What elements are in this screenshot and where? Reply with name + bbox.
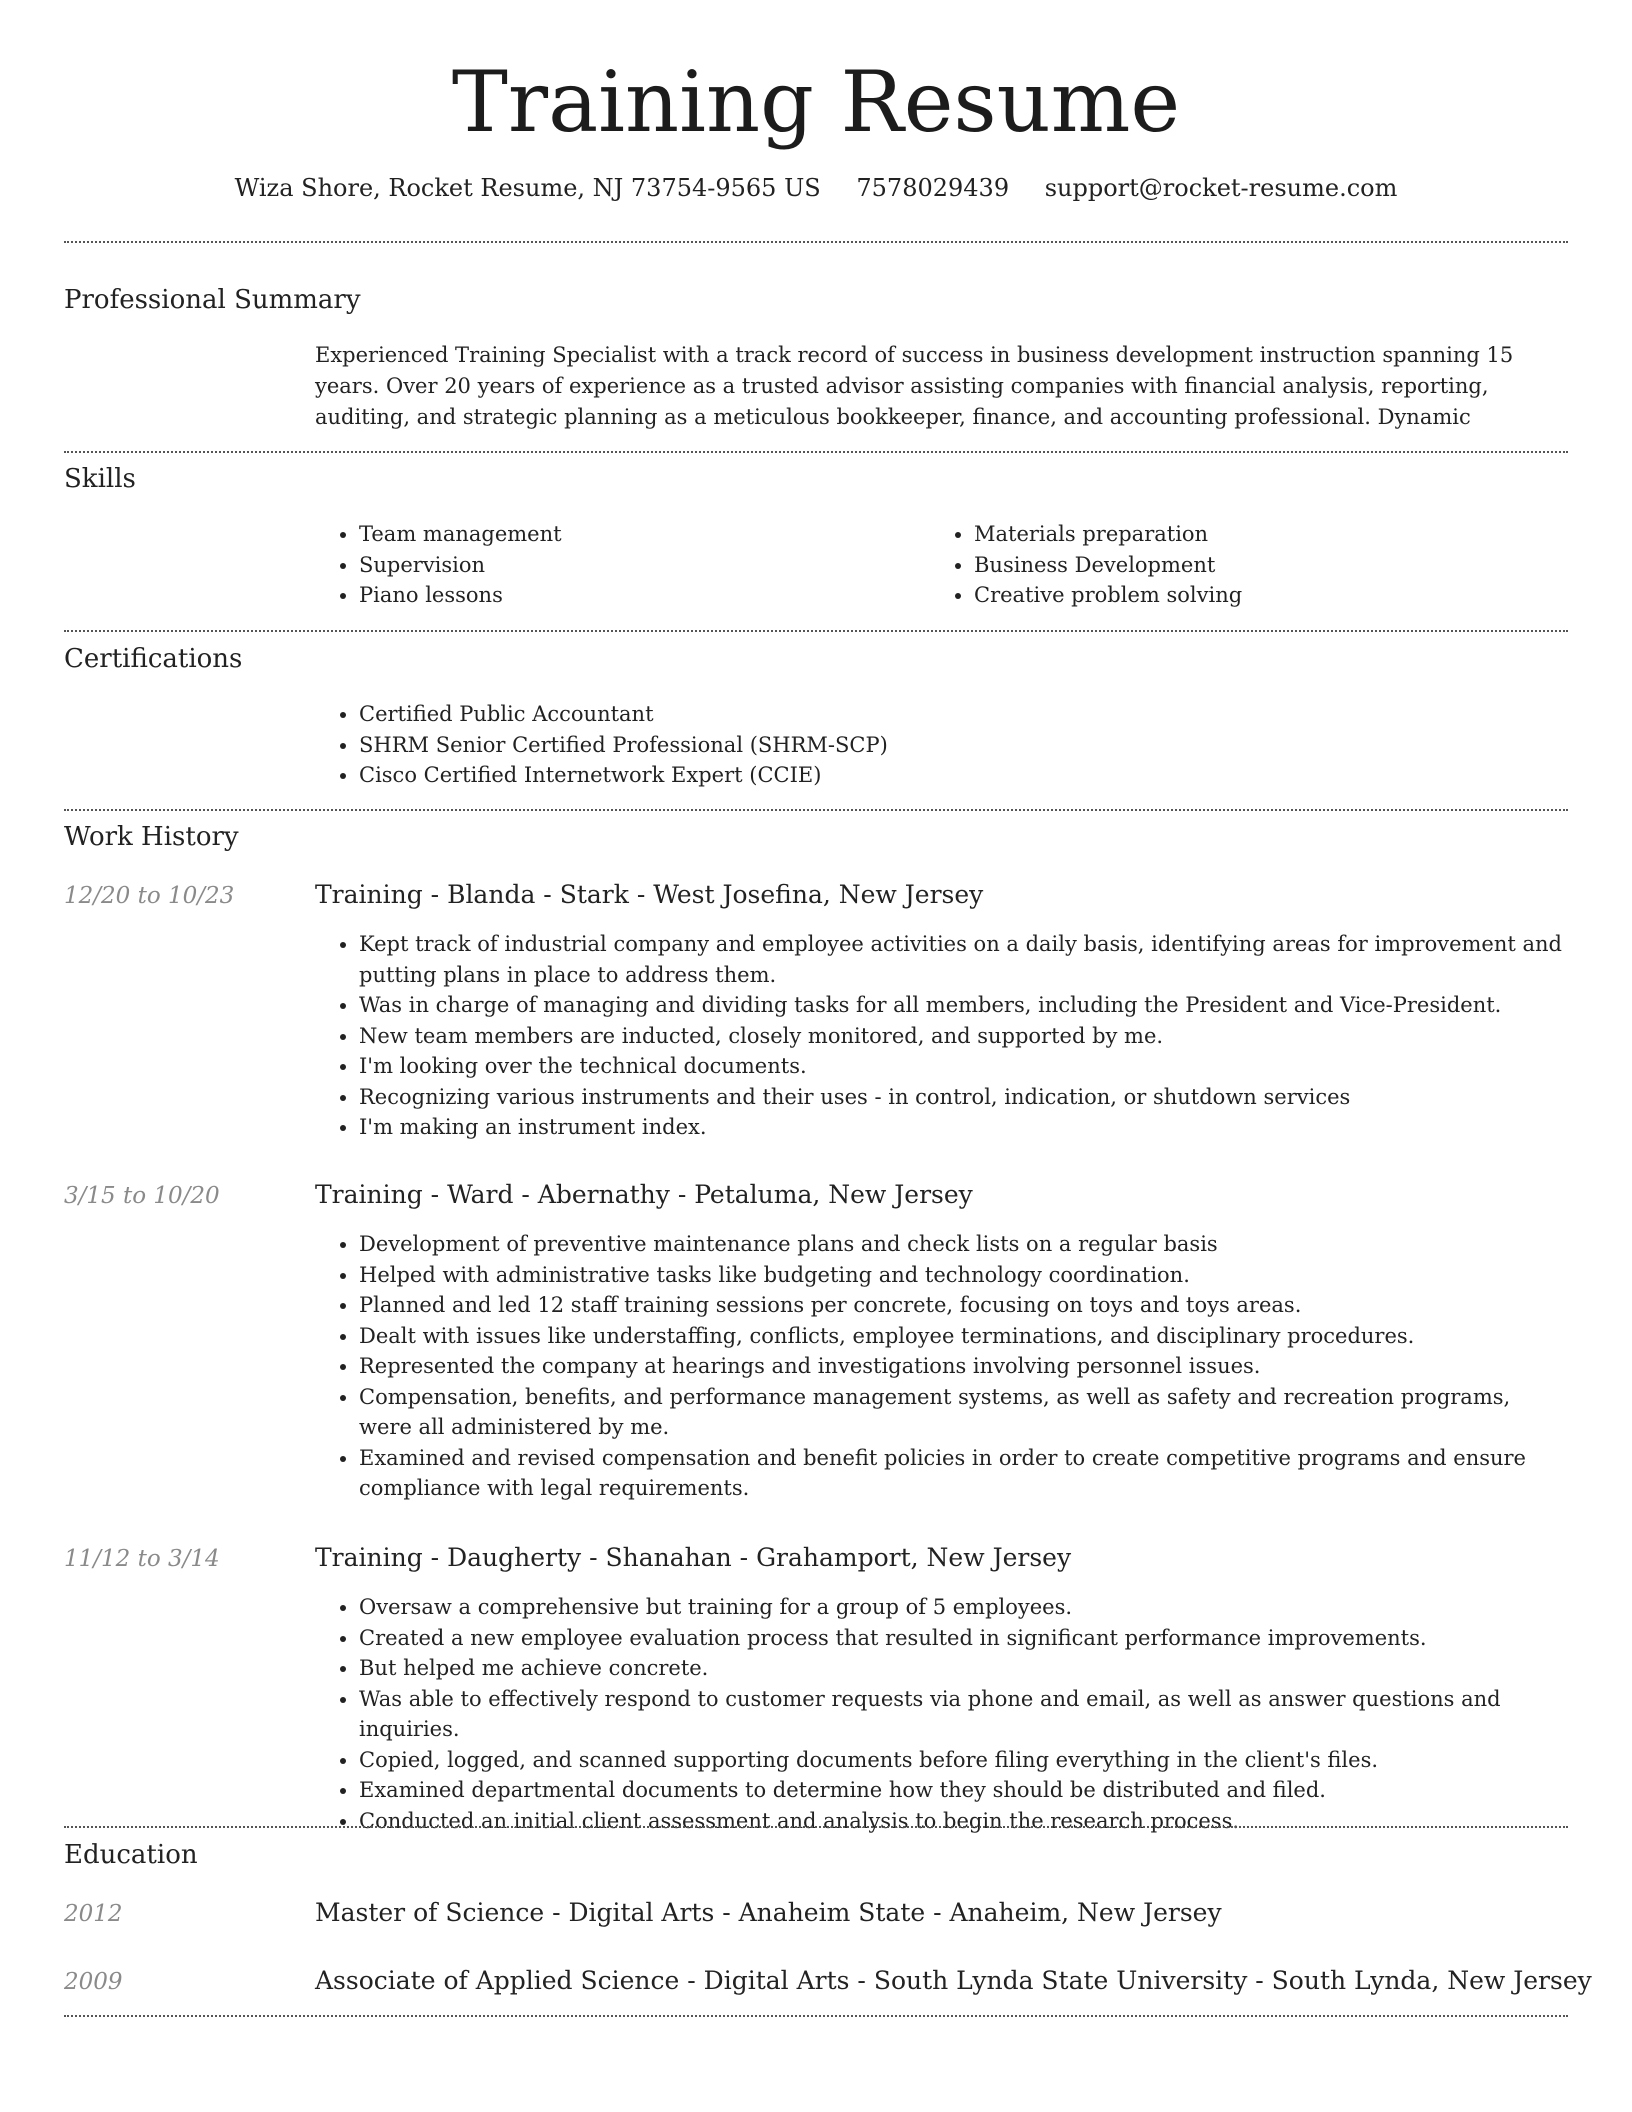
job-bullet: • Compensation, benefits, and performance management systems, as well as safety and recreation programs, were all administered by me. [359, 1382, 1568, 1443]
work-history-heading: Work History [64, 822, 239, 852]
job-title: Training - Ward - Abernathy - Petaluma, New Jersey [315, 1180, 973, 1209]
job-bullet: • But helped me achieve concrete. [359, 1653, 1568, 1684]
skill-item: • Materials preparation [974, 519, 1530, 550]
education-heading: Education [64, 1840, 198, 1870]
divider [64, 809, 1568, 811]
job-bullet: • I'm looking over the technical documents. [359, 1051, 1568, 1082]
summary-heading: Professional Summary [64, 285, 361, 315]
job-bullet: • Examined and revised compensation and benefit policies in order to create competitive programs and ensure compliance with legal requirements. [359, 1443, 1568, 1504]
skills-right-column [930, 519, 1530, 611]
job-bullets [315, 1229, 1568, 1504]
job-bullet: • New team members are inducted, closely monitored, and supported by me. [359, 1021, 1568, 1052]
divider [64, 1826, 1568, 1828]
skill-item: • Team management [359, 519, 915, 550]
job-bullets [315, 929, 1568, 1143]
job-bullet: • Planned and led 12 staff training sessions per concrete, focusing on toys and toys areas. [359, 1290, 1568, 1321]
job-bullet: • Conducted an initial client assessment and analysis to begin the research process. [359, 1806, 1568, 1837]
skills-heading: Skills [64, 464, 136, 494]
education-year: 2012 [64, 1901, 123, 1927]
certification-item: • Cisco Certified Internetwork Expert (CCIE) [359, 760, 1568, 791]
job-dates: 3/15 to 10/20 [64, 1183, 220, 1209]
contact-phone: 7578029439 [856, 174, 1010, 202]
job-bullet: • Examined departmental documents to determine how they should be distributed and filed. [359, 1775, 1568, 1806]
divider [64, 2015, 1568, 2017]
job-bullet: • Dealt with issues like understaffing, conflicts, employee terminations, and disciplinary procedures. [359, 1321, 1568, 1352]
skill-item: • Supervision [359, 550, 915, 581]
certifications-list [315, 699, 1568, 791]
contact-address: Wiza Shore, Rocket Resume, NJ 73754-9565 US [234, 174, 821, 202]
contact-email: support@rocket-resume.com [1044, 174, 1398, 202]
resume-title: Training Resume [451, 53, 1181, 151]
skill-item: • Piano lessons [359, 580, 915, 611]
education-degree: Master of Science - Digital Arts - Anaheim State - Anaheim, New Jersey [315, 1898, 1222, 1927]
job-bullet: • Recognizing various instruments and their uses - in control, indication, or shutdown services [359, 1082, 1568, 1113]
education-year: 2009 [64, 1969, 123, 1995]
job-bullet: • Was able to effectively respond to customer requests via phone and email, as well as answer questions and inquiries. [359, 1684, 1568, 1745]
job-bullet: • Represented the company at hearings and investigations involving personnel issues. [359, 1351, 1568, 1382]
skill-item: • Business Development [974, 550, 1530, 581]
job-dates: 12/20 to 10/23 [64, 883, 235, 909]
certification-item: • Certified Public Accountant [359, 699, 1568, 730]
certifications-heading: Certifications [64, 644, 243, 674]
job-bullet: • Kept track of industrial company and employee activities on a daily basis, identifying areas for improvement and putting plans in place to address them. [359, 929, 1568, 990]
education-degree: Associate of Applied Science - Digital Arts - South Lynda State University - South Lynda, New Jersey [315, 1966, 1592, 1995]
divider [64, 630, 1568, 632]
job-dates: 11/12 to 3/14 [64, 1546, 220, 1572]
job-bullet: • Helped with administrative tasks like budgeting and technology coordination. [359, 1260, 1568, 1291]
job-bullet: • Development of preventive maintenance plans and check lists on a regular basis [359, 1229, 1568, 1260]
job-title: Training - Daugherty - Shanahan - Grahamport, New Jersey [315, 1543, 1072, 1572]
job-bullet: • I'm making an instrument index. [359, 1112, 1568, 1143]
job-bullets [315, 1592, 1568, 1836]
skill-item: • Creative problem solving [974, 580, 1530, 611]
job-title: Training - Blanda - Stark - West Josefina, New Jersey [315, 880, 984, 909]
summary-text: Experienced Training Specialist with a track record of success in business development instruction spanning 15 years. Over 20 years of experience as a trusted advisor assisting companies with financial analysis, reporting, auditing, and strategic planning as a meticulous bookkeeper, finance, and accounting professional. Dynamic [315, 343, 1514, 429]
job-bullet: • Copied, logged, and scanned supporting documents before filing everything in the client's files. [359, 1745, 1568, 1776]
skills-left-column [315, 519, 915, 611]
job-bullet: • Oversaw a comprehensive but training for a group of 5 employees. [359, 1592, 1568, 1623]
job-bullet: • Created a new employee evaluation process that resulted in significant performance improvements. [359, 1623, 1568, 1654]
divider [64, 451, 1568, 453]
contact-line [0, 172, 1632, 204]
summary-body [315, 340, 1568, 433]
divider [64, 241, 1568, 243]
job-bullet: • Was in charge of managing and dividing tasks for all members, including the President and Vice-President. [359, 990, 1568, 1021]
certification-item: • SHRM Senior Certified Professional (SHRM-SCP) [359, 730, 1568, 761]
